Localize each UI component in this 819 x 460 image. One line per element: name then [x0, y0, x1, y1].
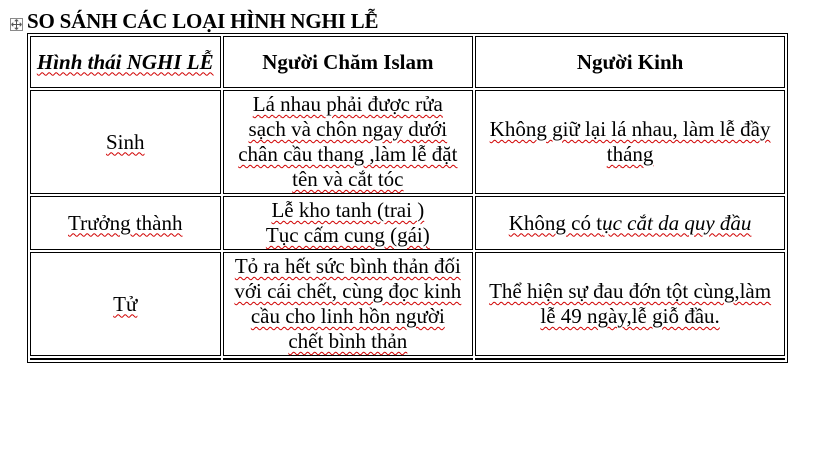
kinh-text-line: Thể hiện sự đau đớn tột cùng,làm	[489, 279, 772, 303]
table-move-handle-icon[interactable]	[10, 18, 23, 31]
document-title: SO SÁNH CÁC LOẠI HÌNH NGHI LỄ	[27, 9, 379, 33]
table-header-row	[30, 36, 785, 88]
cham-text-line: Lễ kho tanh (trai )	[271, 198, 425, 222]
header-cell-kinh[interactable]	[475, 36, 785, 88]
cham-text-line: cầu cho linh hồn người	[250, 304, 445, 328]
kinh-text-italic: ục cắt da quy đầu	[602, 210, 752, 235]
kinh-text-line: tháng	[606, 142, 654, 166]
kinh-cell[interactable]	[475, 90, 785, 194]
cham-text-line: Lá nhau phải được rửa	[252, 92, 443, 116]
table-row-empty	[30, 358, 785, 360]
empty-cell[interactable]	[30, 358, 221, 360]
header-cham-label: Người Chăm Islam	[262, 49, 434, 74]
kinh-text-plain: Không có t	[508, 210, 603, 235]
empty-cell[interactable]	[223, 358, 474, 360]
cham-text-line: chết bình thản	[288, 329, 408, 353]
cham-text-line: Tục cấm cung (gái)	[265, 223, 430, 247]
table-row	[30, 90, 785, 194]
empty-cell[interactable]	[475, 358, 785, 360]
row-label: Sinh	[105, 129, 145, 154]
kinh-cell[interactable]	[475, 252, 785, 356]
kinh-cell[interactable]	[475, 196, 785, 250]
kinh-text-line: lễ 49 ngày,lễ giỗ đầu.	[540, 304, 720, 328]
cham-cell[interactable]	[223, 196, 474, 250]
cham-text-line: chân cầu thang ,làm lễ đặt	[238, 142, 458, 166]
kinh-text-line: Không giữ lại lá nhau, làm lễ đầy	[489, 117, 771, 141]
header-form-label: Hình thái NGHI LỄ	[36, 49, 214, 74]
row-label-cell[interactable]	[30, 196, 221, 250]
cham-text-line: Tỏ ra hết sức bình thản đối	[234, 254, 461, 278]
cham-cell[interactable]	[223, 90, 474, 194]
header-cell-form[interactable]	[30, 36, 221, 88]
cham-text-line: sạch và chôn ngay dưới	[248, 117, 448, 141]
cham-text-line: tên và cắt tóc	[292, 167, 404, 191]
row-label-cell[interactable]	[30, 90, 221, 194]
header-cell-cham[interactable]	[223, 36, 474, 88]
cham-text-line: với cái chết, cùng đọc kinh	[234, 279, 462, 303]
cham-cell[interactable]	[223, 252, 474, 356]
comparison-table	[27, 33, 788, 363]
row-label: Tử	[113, 291, 138, 316]
row-label-cell[interactable]	[30, 252, 221, 356]
table-row	[30, 196, 785, 250]
header-kinh-label: Người Kinh	[576, 49, 684, 74]
row-label: Trưởng thành	[68, 210, 183, 235]
table-row	[30, 252, 785, 356]
